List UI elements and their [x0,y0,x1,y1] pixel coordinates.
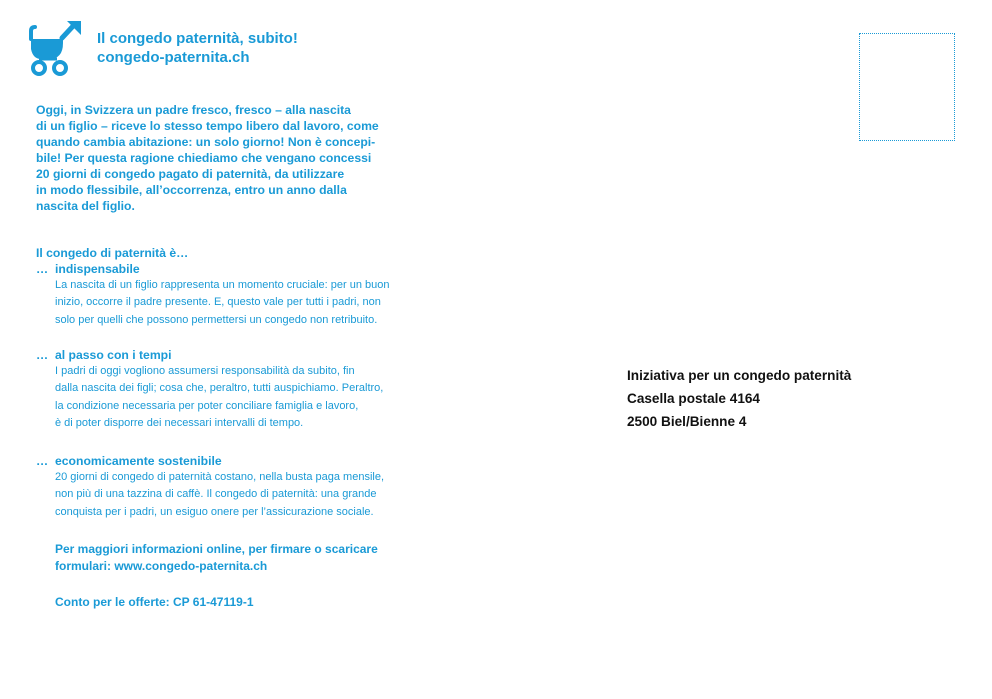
point-line: solo per quelli che possono permettersi un congedo non retribuito. [55,313,378,326]
point-title: indispensabile [55,262,140,276]
more-info-line: formulari: www.congedo-paternita.ch [55,559,268,573]
point-line: è di poter disporre dei necessari intervalli di tempo. [55,417,304,430]
point-body [55,363,436,433]
point-economicamente [36,453,436,521]
address-line: Iniziativa per un congedo paternità [627,368,852,383]
point-indispensabile [36,261,436,329]
address-line: 2500 Biel/Bienne 4 [627,414,747,429]
intro-line: in modo flessibile, all’occorrenza, entro un anno dalla [36,183,347,197]
point-body [55,469,436,521]
point-line: la condizione necessaria per poter conciliare famiglia e lavoro, [55,399,359,412]
donations-account: Conto per le offerte: CP 61-47119-1 [55,595,254,609]
more-info-line: Per maggiori informazioni online, per firmare o scaricare [55,542,378,556]
address-line: Casella postale 4164 [627,391,760,406]
point-heading [36,261,436,277]
point-heading [36,347,436,363]
header [97,29,298,67]
header-website[interactable]: congedo-paternita.ch [97,49,250,66]
point-title: economicamente sostenibile [55,454,222,468]
intro-line: nascita del figlio. [36,199,135,213]
bullet-ellipsis: … [36,262,49,276]
stroller-arrow-icon [29,19,83,77]
intro-line: 20 giorni di congedo pagato di paternità, da utilizzare [36,167,345,181]
intro-line: di un figlio – riceve lo stesso tempo libero dal lavoro, come [36,119,379,133]
intro-line: quando cambia abitazione: un solo giorno! Non è concepi- [36,135,376,149]
point-line: 20 giorni di congedo di paternità costano, nella busta paga mensile, [55,471,385,483]
point-line: inizio, occorre il padre presente. E, questo vale per tutti i padri, non [55,296,381,309]
point-line: La nascita di un figlio rappresenta un momento cruciale: per un buon [55,279,390,291]
intro-line: Oggi, in Svizzera un padre fresco, fresco – alla nascita [36,103,351,117]
bullet-ellipsis: … [36,454,49,468]
point-line: non più di una tazzina di caffè. Il congedo di paternità: una grande [55,488,377,501]
stamp-box [859,33,955,141]
point-heading [36,453,436,469]
point-line: I padri di oggi vogliono assumersi responsabilità da subito, fin [55,365,355,377]
more-info [55,541,378,575]
point-al-passo [36,347,436,433]
point-line: conquista per i padri, un esiguo onere per l’assicurazione sociale. [55,505,374,518]
intro-line: bile! Per questa ragione chiediamo che vengano concessi [36,151,372,165]
postal-address [627,364,851,433]
bullet-ellipsis: … [36,348,49,362]
points-title: Il congedo di paternità è… [36,246,189,260]
point-title: al passo con i tempi [55,348,172,362]
point-line: dalla nascita dei figli; cosa che, peraltro, tutti auspichiamo. Peraltro, [55,382,384,395]
header-title: Il congedo paternità, subito! [97,30,298,47]
point-body [55,277,436,329]
intro-paragraph [36,102,436,214]
